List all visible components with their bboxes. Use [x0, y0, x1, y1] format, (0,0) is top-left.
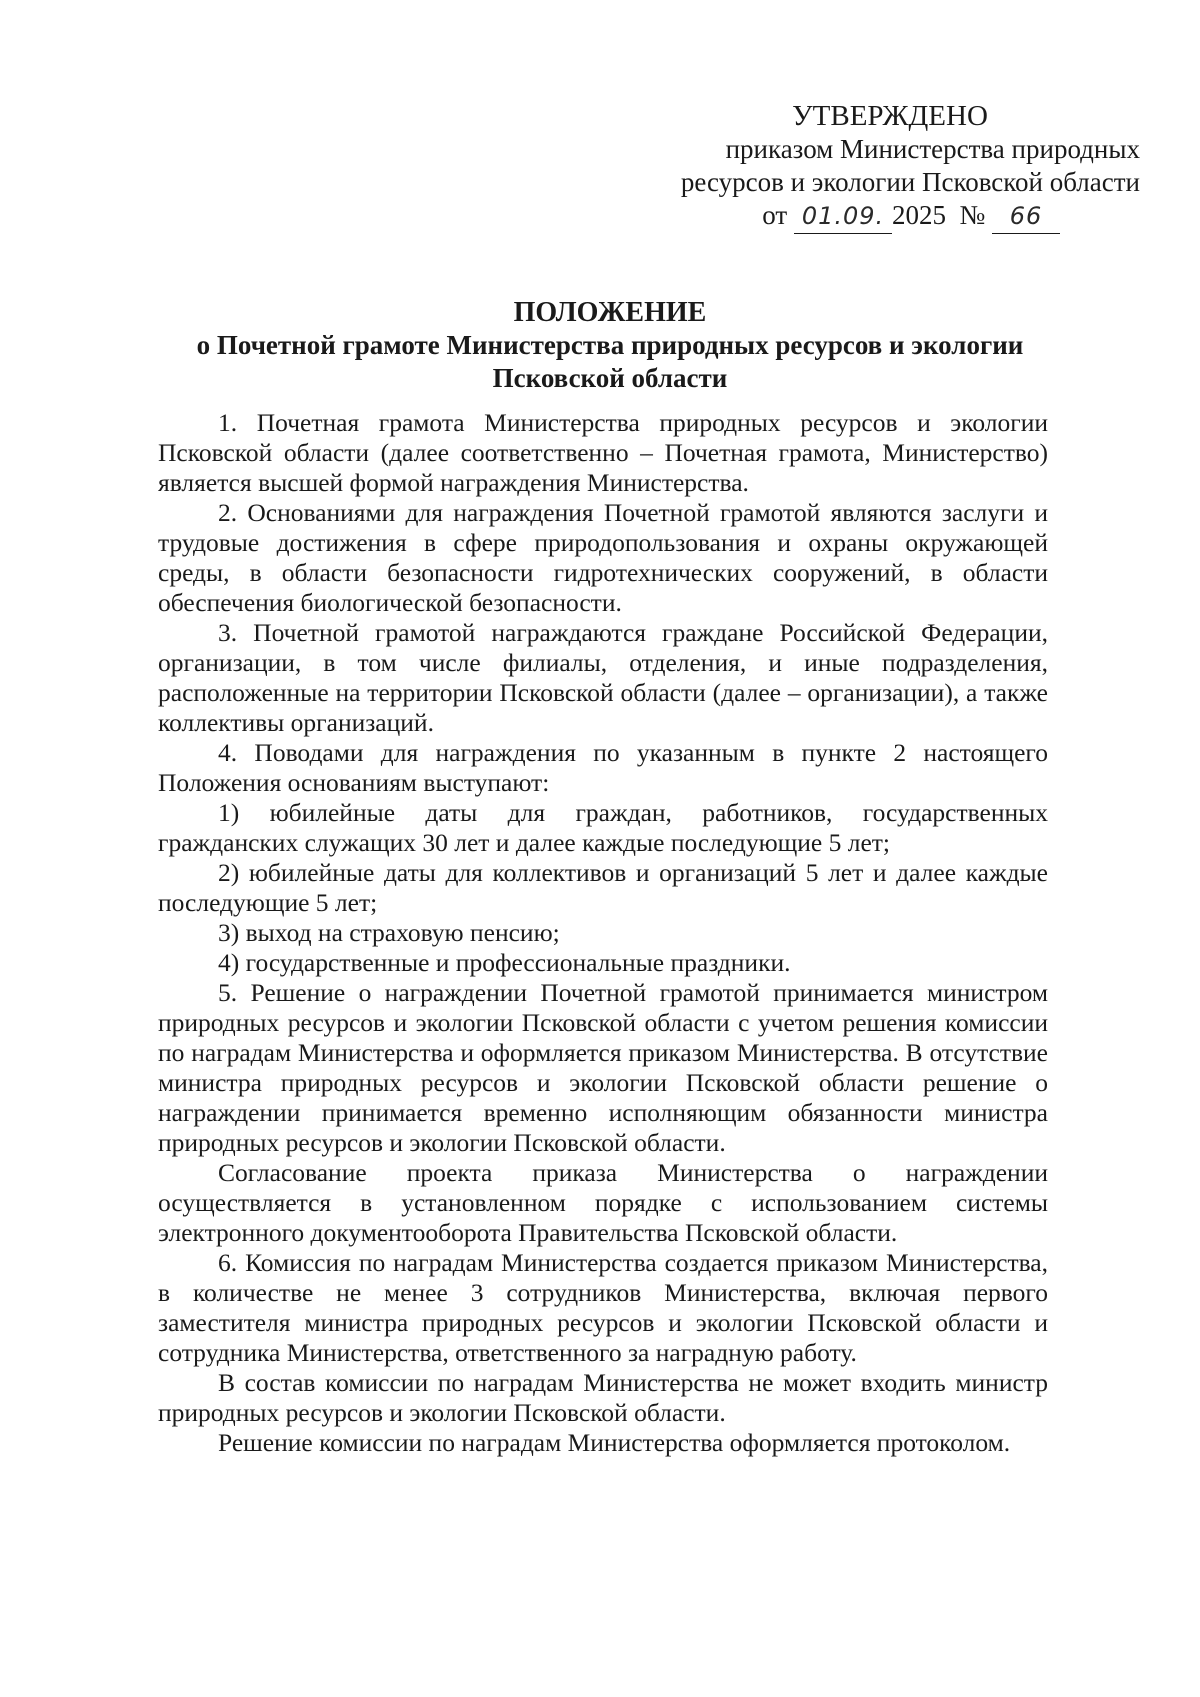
- approval-date-line: [600, 199, 1140, 234]
- paragraph-4-item-2: 2) юбилейные даты для коллективов и организаций 5 лет и далее каждые последующие 5 лет;: [158, 858, 1048, 917]
- document-title-block: [160, 296, 1060, 395]
- paragraph-2: 2. Основаниями для награждения Почетной грамотой являются заслуги и трудовые достижения в сфере природопользования и охраны окружающей среды, в области безопасности гидротехнических сооружений, в области обеспечения биологической безопасности.: [158, 498, 1048, 617]
- approval-line-2: ресурсов и экологии Псковской области: [680, 167, 1140, 197]
- paragraph-4-item-3: 3) выход на страховую пенсию;: [218, 918, 560, 947]
- number-sign: №: [959, 200, 986, 230]
- paragraph-5: 5. Решение о награждении Почетной грамотой принимается министром природных ресурсов и экологии Псковской области с учетом решения комиссии по наградам Министерства и оформляется приказом Министерства. В отсутствие министра природных ресурсов и экологии Псковской области решение о награждении принимается временно исполняющим обязанности министра природных ресурсов и экологии Псковской области.: [158, 978, 1048, 1157]
- approval-title: УТВЕРЖДЕНО: [792, 100, 988, 132]
- document-subtitle-line-1: о Почетной грамоте Министерства природных ресурсов и экологии: [196, 330, 1024, 360]
- paragraph-4: 4. Поводами для награждения по указанным в пункте 2 настоящего Положения основаниям выступают:: [158, 738, 1048, 797]
- paragraph-4-item-4: 4) государственные и профессиональные праздники.: [218, 948, 791, 977]
- document-body: [158, 408, 1048, 1458]
- document-title: ПОЛОЖЕНИЕ: [513, 297, 707, 328]
- date-prefix: от: [762, 200, 788, 230]
- paragraph-6: 6. Комиссия по наградам Министерства создается приказом Министерства, в количестве не менее 3 сотрудников Министерства, включая первого заместителя министра природных ресурсов и экологии Псковской области и сотрудника Министерства, ответственного за наградную работу.: [158, 1248, 1048, 1367]
- paragraph-6-composition: В состав комиссии по наградам Министерства не может входить министр природных ресурсов и экологии Псковской области.: [158, 1368, 1048, 1427]
- paragraph-6-protocol: Решение комиссии по наградам Министерства оформляется протоколом.: [218, 1428, 1011, 1457]
- handwritten-number: 66: [992, 200, 1060, 234]
- handwritten-date: 01.09.: [794, 200, 892, 234]
- document-subtitle-line-2: Псковской области: [492, 363, 728, 393]
- date-year: 2025: [891, 200, 946, 230]
- approval-stamp-block: [600, 100, 1140, 234]
- paragraph-1: 1. Почетная грамота Министерства природных ресурсов и экологии Псковской области (далее соответственно – Почетная грамота, Министерство) является высшей формой награждения Министерства.: [158, 408, 1048, 497]
- approval-line-1: приказом Министерства природных: [725, 134, 1140, 164]
- paragraph-5-approval: Согласование проекта приказа Министерства о награждении осуществляется в установленном порядке с использованием системы электронного документооборота Правительства Псковской области.: [158, 1158, 1048, 1247]
- paragraph-4-item-1: 1) юбилейные даты для граждан, работников, государственных гражданских служащих 30 лет и далее каждые последующие 5 лет;: [158, 798, 1048, 857]
- paragraph-3: 3. Почетной грамотой награждаются граждане Российской Федерации, организации, в том числе филиалы, отделения, и иные подразделения, расположенные на территории Псковской области (далее – организации), а также коллективы организаций.: [158, 618, 1048, 737]
